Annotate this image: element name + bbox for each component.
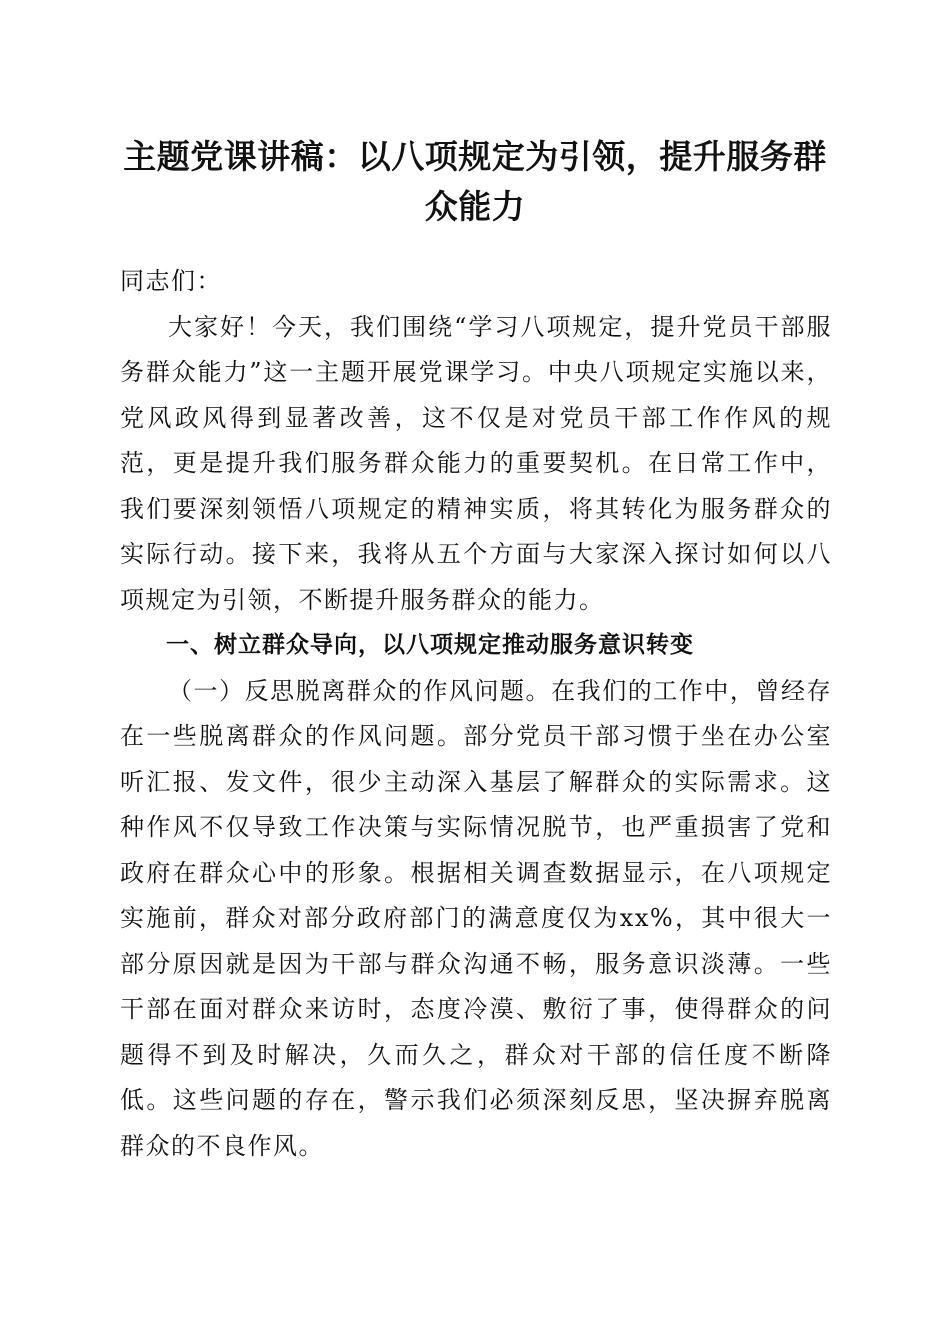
salutation: 同志们： <box>120 267 222 295</box>
document-title: 主题党课讲稿：以八项规定为引领，提升服务群众能力 <box>123 137 827 226</box>
subsection-paragraph <box>120 669 832 1170</box>
subsection-heading: （一）反思脱离群众的作风问题。 <box>168 676 552 705</box>
subsection-text: 在我们的工作中，曾经存在一些脱离群众的作风问题。部分党员干部习惯于坐在办公室听汇报、发文件，很少主动深入基层了解群众的实际需求。这种作风不仅导致工作决策与实际情况脱节，也严重损害了党和政府在群众心中的形象。根据相关调查数据显示，在八项规定实施前，群众对部分政府部门的满意度仅为xx%，其中很大一部分原因就是因为干部与群众沟通不畅，服务意识淡薄。一些干部在面对群众来访时，态度冷漠、敷衍了事，使得群众的问题得不到及时解决，久而久之，群众对干部的信任度不断降低。这些问题的存在，警示我们必须深刻反思，坚决摒弃脱离群众的不良作风。 <box>120 676 833 1160</box>
section-heading: 一、树立群众导向，以八项规定推动服务意识转变 <box>166 632 694 658</box>
intro-paragraph: 大家好！今天，我们围绕“学习八项规定，提升党员干部服务群众能力”这一主题开展党课学习。中央八项规定实施以来，党风政风得到显著改善，这不仅是对党员干部工作作风的规范，更是提升我们服务群众能力的重要契机。在日常工作中，我们要深刻领悟八项规定的精神实质，将其转化为服务群众的实际行动。接下来，我将从五个方面与大家深入探讨如何以八项规定为引领，不断提升服务群众的能力。 <box>120 312 832 614</box>
document-body <box>120 259 832 1169</box>
